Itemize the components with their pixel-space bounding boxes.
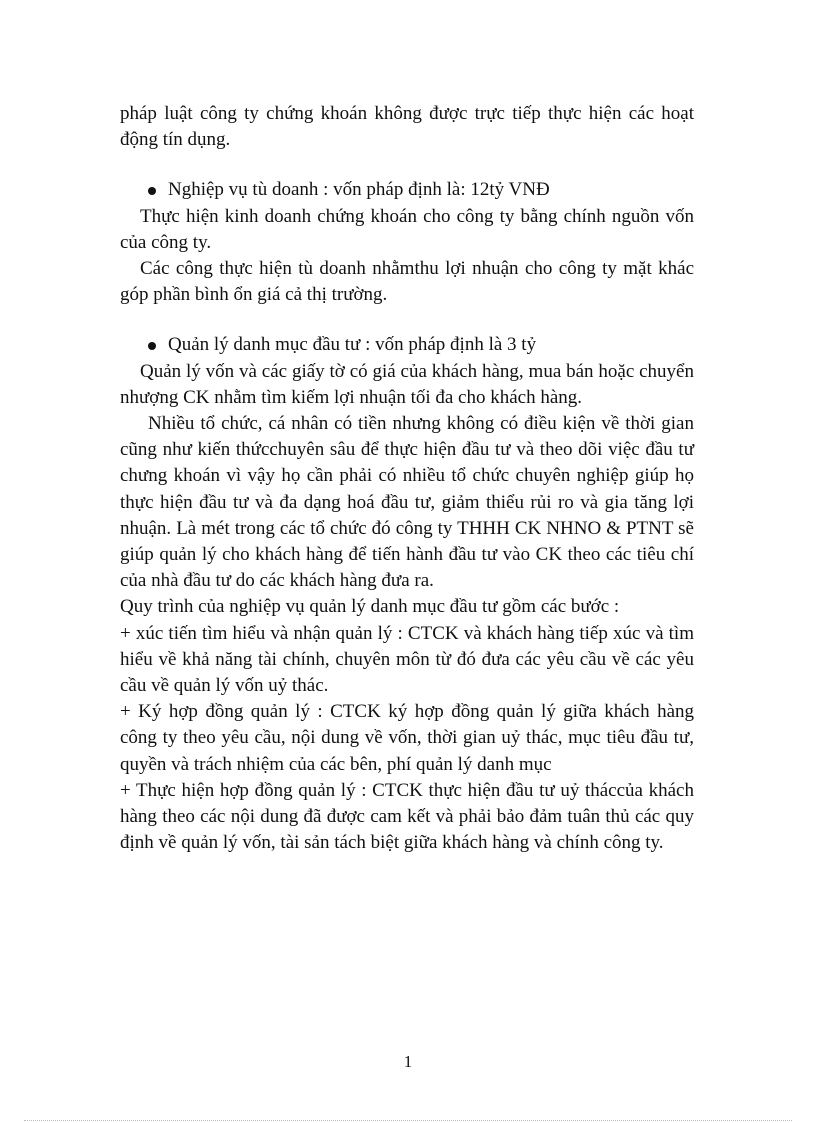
bullet-proprietary-trading (120, 177, 694, 203)
paragraph-continuation: pháp luật công ty chứng khoán không được trực tiếp thực hiện các hoạt động tín dụng. (120, 103, 694, 151)
page-number: 1 (403, 1052, 413, 1071)
bullet-text: Quản lý danh mục đầu tư : vốn pháp định là 3 tỷ (168, 334, 537, 356)
paragraph-proprietary-goal: Các công thực hiện tù doanh nhằmthu lợi nhuận cho công ty mặt khác góp phần bình ổn giá cả thị trường. (120, 258, 694, 306)
paragraph-step-2: + Ký hợp đồng quản lý : CTCK ký hợp đồng quản lý giữa khách hàng công ty theo yêu cầu, nội dung về vốn, thời gian uỷ thác, mục tiêu đầu tư, quyền và trách nhiệm của các bên, phí quản lý danh mục (120, 701, 694, 775)
page-bottom-divider (24, 1120, 792, 1121)
bullet-portfolio-management (120, 332, 694, 358)
paragraph-proprietary-desc: Thực hiện kinh doanh chứng khoán cho công ty bằng chính nguồn vốn của công ty. (120, 205, 694, 253)
paragraph-process-intro: Quy trình của nghiệp vụ quản lý danh mục đầu tư gồm các bước : (120, 596, 620, 618)
paragraph-portfolio-detail: Nhiều tổ chức, cá nhân có tiền nhưng không có điều kiện về thời gian cũng như kiến thứcchuyên sâu để thực hiện đầu tư và theo dõi việc đầu tư chưng khoán vì vậy họ cần phải có nhiều tổ chức chuyên nghiệp giúp họ thực hiện đầu tư và đa dạng hoá đầu tư, giảm thiểu rủi ro và gia tăng lợi nhuận. Là mét trong các tổ chức đó công ty THHH CK NHNO & PTNT sẽ giúp quản lý cho khách hàng để tiến hành đầu tư vào CK theo các tiêu chí của nhà đầu tư do các khách hàng đưa ra. (120, 413, 694, 592)
bullet-text: Nghiệp vụ tù doanh : vốn pháp định là: 12tỷ VNĐ (168, 179, 550, 201)
paragraph-portfolio-desc: Quản lý vốn và các giấy tờ có giá của khách hàng, mua bán hoặc chuyển nhượng CK nhằm tìm kiếm lợi nhuận tối đa cho khách hàng. (120, 360, 694, 408)
paragraph-step-3: + Thực hiện hợp đồng quản lý : CTCK thực hiện đầu tư uỷ tháccủa khách hàng theo các nội dung đã được cam kết và phải bảo đảm tuân thủ các quy định về quản lý vốn, tài sản tách biệt giữa khách hàng và chính công ty. (120, 779, 694, 854)
document-body (120, 101, 694, 856)
paragraph-step-1: + xúc tiến tìm hiểu và nhận quản lý : CTCK và khách hàng tiếp xúc và tìm hiểu về khả năng tài chính, chuyên môn từ đó đưa các yêu cầu về các yêu cầu về quản lý vốn uỷ thác. (120, 622, 694, 697)
